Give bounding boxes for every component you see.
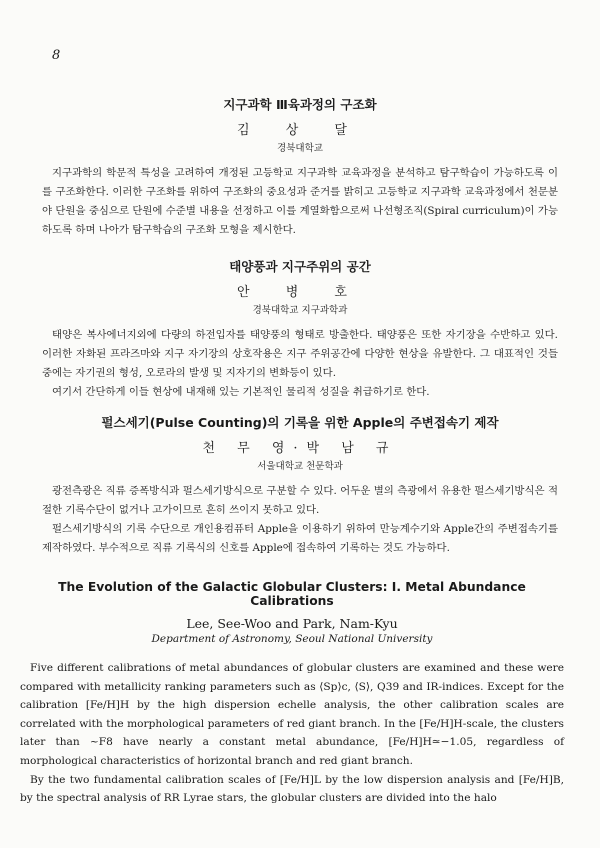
section-affiliation: 경북대학교 — [277, 143, 323, 154]
abstract-section-2 — [42, 257, 558, 402]
paragraph: 태양은 복사에너지외에 다량의 하전입자를 태양풍의 형태로 방출한다. 태양풍은 또한 자기장을 수반하고 있다. 이러한 자화된 프라즈마와 지구 자기장의 상호작용은 지구 주위공간에 다양한 현상을 유발한다. 그 대표적인 것들 중에는 자기권의 형성, 오로라의 발생 및 지자기의 변화등이 있다. — [42, 329, 558, 379]
section-title: The Evolution of the Galactic Globular Clusters: I. Metal Abundance Calibrations — [58, 580, 526, 608]
section-title: 지구과학 Ⅲ육과정의 구조화 — [223, 97, 377, 112]
paragraph: 여기서 간단하게 이들 현상에 내재해 있는 기본적인 물리적 성질을 취급하기로 한다. — [52, 386, 430, 398]
section-body — [42, 164, 558, 240]
section-title: 펄스세기(Pulse Counting)의 기록을 위한 Apple의 주변접속기 제작 — [101, 415, 499, 430]
section-affiliation: 경북대학교 지구과학과 — [252, 305, 348, 316]
abstract-section-1 — [42, 95, 558, 240]
page-number: 8 — [52, 48, 61, 63]
abstract-section-3 — [42, 413, 558, 558]
section-body — [42, 326, 558, 402]
section-authors: 천 무 영·박 남 규 — [202, 441, 398, 456]
section-authors: 김 상 달 — [237, 123, 363, 138]
section-title: 태양풍과 지구주위의 공간 — [229, 259, 371, 274]
section-affiliation: Department of Astronomy, Seoul National University — [151, 633, 433, 645]
section-authors: Lee, See-Woo and Park, Nam-Kyu — [186, 616, 398, 631]
english-abstract-section — [20, 580, 564, 808]
paragraph: 펄스세기방식의 기록 수단으로 개인용컴퓨터 Apple을 이용하기 위하여 만능계수기와 Apple간의 주변접속기를 제작하였다. 부수적으로 직류 기록식의 신호를 Apple에 접속하여 기록하는 것도 가능하다. — [42, 523, 558, 554]
paragraph: 지구과학의 학문적 특성을 고려하여 개정된 고등학교 지구과학 교육과정을 분석하고 탐구학습이 가능하도록 이를 구조화한다. 이러한 구조화를 위하여 구조화의 중요성과 준거를 밝히고 고등학교 지구과학 교육과정에서 천문분야 단원을 중심으로 단원에 수준별 내용을 선정하고 이를 계열화함으로써 나선형조직(Spiral curriculum)이 가능하도록 하며 나아가 탐구학습의 구조화 모형을 제시한다. — [42, 167, 558, 236]
paragraph: By the two fundamental calibration scales of [Fe/H]L by the low dispersion analysis and [Fe/H]B, by the spectral analysis of RR Lyrae stars, the globular clusters are divided into the halo — [20, 773, 564, 805]
paragraph: 광전측광은 직류 증폭방식과 펄스세기방식으로 구분할 수 있다. 어두운 별의 측광에서 유용한 펄스세기방식은 적절한 기록수단이 없거나 고가이므로 흔히 쓰이지 못하고 있다. — [42, 485, 558, 516]
section-affiliation: 서울대학교 천문학과 — [257, 461, 343, 472]
section-authors: 안 병 호 — [237, 285, 363, 300]
section-body — [42, 482, 558, 558]
section-body — [20, 659, 564, 808]
paragraph: Five different calibrations of metal abundances of globular clusters are examined and these were compared with metallicity ranking parameters such as ⟨Sp⟩c, ⟨S⟩, Q39 and IR-indices. Except for the calibration [Fe/H]H by the high dispersion echelle analysis, the other calibration scales are correlated with the morphological parameters of red giant branch. In the [Fe/H]H-scale, the clusters later than ~F8 have nearly a constant metal abundance, [Fe/H]H≃−1.05, regardless of morphological characteristics of horizontal branch and red giant branch. — [20, 662, 564, 767]
